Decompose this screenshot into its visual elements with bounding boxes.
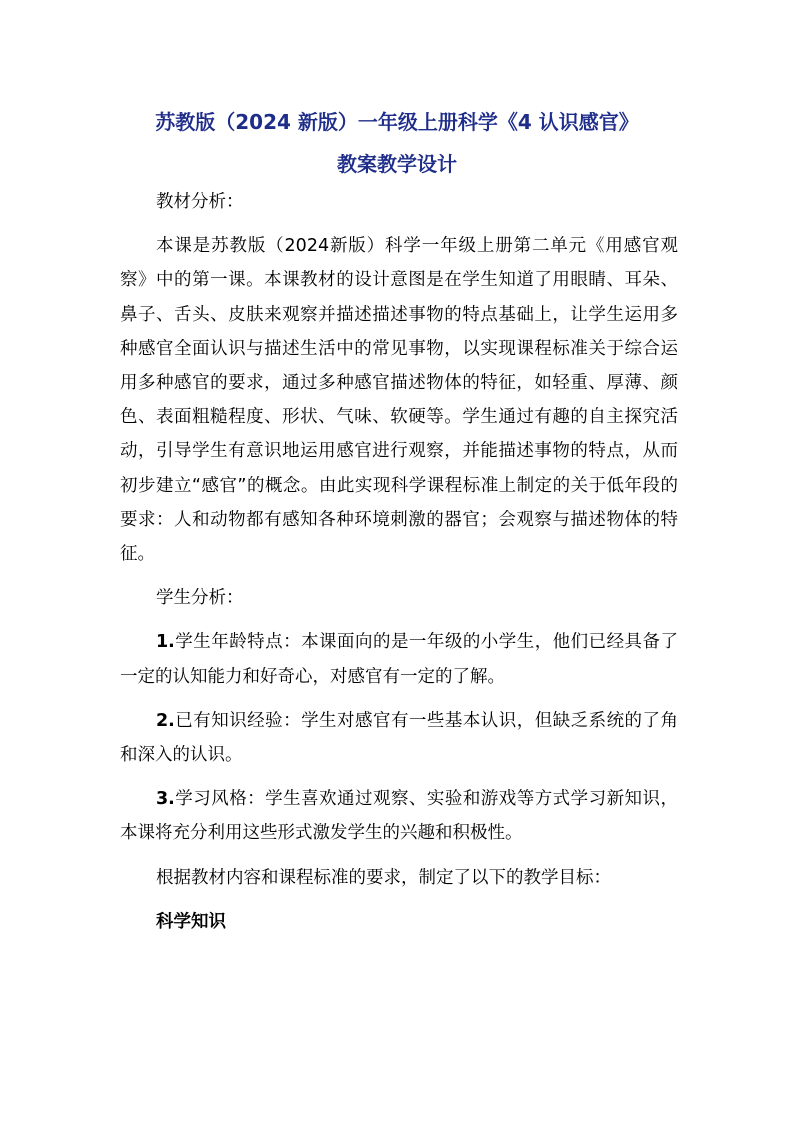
student-item-3 xyxy=(120,782,678,850)
section-heading-knowledge: 科学知识 xyxy=(156,911,226,932)
item-text: 学习风格：学生喜欢通过观察、实验和游戏等方式学习新知识，本课将充分利用这些形式激发学生的兴趣和积极性。 xyxy=(120,789,678,844)
document-title-line1: 苏教版（2024 新版）一年级上册科学《4 认识感官》 xyxy=(155,110,639,134)
item-number: 2. xyxy=(156,710,175,731)
goals-intro: 根据教材内容和课程标准的要求，制定了以下的教学目标： xyxy=(156,867,611,888)
item-number: 1. xyxy=(156,632,175,653)
section-heading-students: 学生分析： xyxy=(156,588,244,609)
item-number: 3. xyxy=(156,789,175,810)
item-text: 学生年龄特点：本课面向的是一年级的小学生，他们已经具备了一定的认知能力和好奇心，对感官有一定的了解。 xyxy=(120,632,678,687)
student-item-2 xyxy=(120,704,678,772)
materials-paragraph: 本课是苏教版（2024新版）科学一年级上册第二单元《用感官观察》中的第一课。本课教材的设计意图是在学生知道了用眼睛、耳朵、鼻子、舌头、皮肤来观察并描述描述事物的特点基础上，让学生运用多种感官全面认识与描述生活中的常见事物，以实现课程标准关于综合运用多种感官的要求，通过多种感官描述物体的特征，如轻重、厚薄、颜色、表面粗糙程度、形状、气味、软硬等。学生通过有趣的自主探究活动，引导学生有意识地运用感官进行观察，并能描述事物的特点，从而初步建立“感官”的概念。由此实现科学课程标准上制定的关于低年段的要求：人和动物都有感知各种环境刺激的器官；会观察与描述物体的特征。 xyxy=(120,236,678,565)
section-heading-materials: 教材分析： xyxy=(156,192,244,212)
item-text: 已有知识经验：学生对感官有一些基本认识，但缺乏系统的了角和深入的认识。 xyxy=(120,710,678,766)
document-title-line2: 教案教学设计 xyxy=(337,152,457,176)
document-body xyxy=(120,185,678,939)
student-item-1 xyxy=(120,625,678,693)
